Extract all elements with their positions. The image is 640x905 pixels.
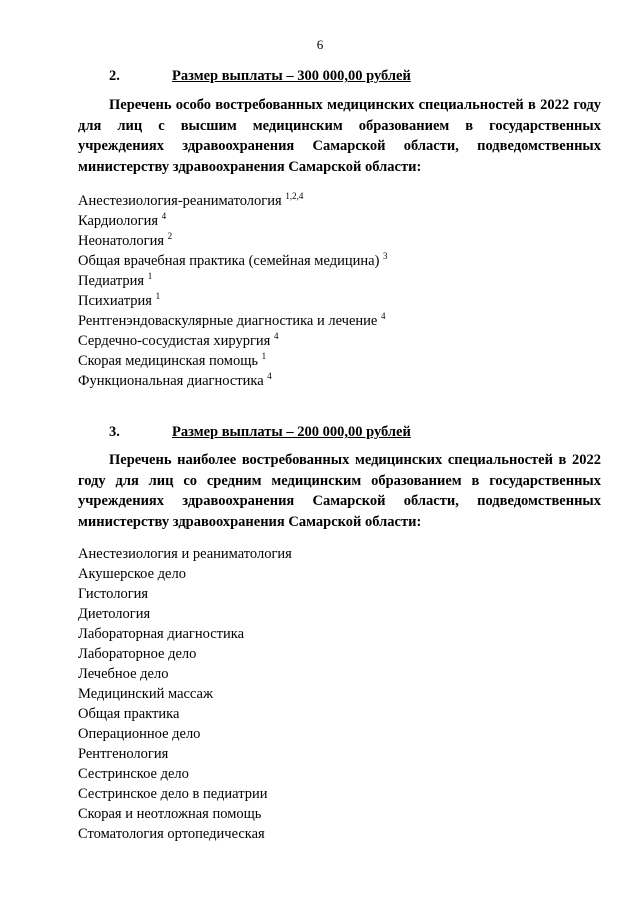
specialty-label: Гистология	[78, 586, 149, 602]
specialty-label: Сестринское дело в педиатрии	[78, 786, 268, 802]
list-item	[78, 584, 292, 604]
list-item	[78, 804, 292, 824]
page-number: 6	[316, 37, 324, 52]
footnote-marker: 1	[155, 291, 161, 301]
specialty-label: Рентгенэндоваскулярные диагностика и лечение	[78, 313, 378, 329]
list-item	[78, 371, 388, 391]
list-item	[78, 351, 388, 371]
list-item	[78, 271, 388, 291]
specialty-list	[78, 191, 388, 391]
list-item	[78, 824, 292, 844]
section-heading	[0, 68, 640, 88]
specialty-label: Медицинский массаж	[78, 686, 214, 702]
footnote-marker: 4	[161, 211, 167, 221]
list-item	[78, 724, 292, 744]
footnote-marker: 2	[167, 231, 173, 241]
specialty-label: Неонатология	[78, 233, 165, 249]
list-item	[78, 764, 292, 784]
list-item	[78, 744, 292, 764]
specialty-label: Операционное дело	[78, 726, 201, 742]
list-item	[78, 291, 388, 311]
list-item	[78, 564, 292, 584]
specialty-label: Функциональная диагностика	[78, 373, 264, 389]
footnote-marker: 4	[380, 311, 386, 321]
list-item	[78, 544, 292, 564]
specialty-label: Общая врачебная практика (семейная медицина)	[78, 253, 380, 269]
list-item	[78, 684, 292, 704]
section-intro: Перечень наиболее востребованных медицинских специальностей в 2022 году для лиц со средним медицинским образованием в государственных учреждениях здравоохранения Самарской области, подведомственных министерству здравоохранения Самарской области:	[78, 452, 601, 530]
list-item	[78, 211, 388, 231]
footnote-marker: 3	[383, 251, 388, 261]
list-item	[78, 784, 292, 804]
list-item	[78, 231, 388, 251]
specialty-label: Сестринское дело	[78, 766, 189, 782]
list-item	[78, 191, 388, 211]
specialty-label: Акушерское дело	[78, 566, 186, 582]
specialty-label: Лабораторное дело	[78, 646, 197, 662]
footnote-marker: 4	[267, 371, 272, 381]
section-intro: Перечень особо востребованных медицинских специальностей в 2022 году для лиц с высшим медицинским образованием в государственных учреждениях здравоохранения Самарской области, подведомственных министерству здравоохранения Самарской области:	[78, 97, 601, 175]
specialty-list	[78, 544, 292, 844]
list-item	[78, 311, 388, 331]
footnote-marker: 1	[147, 271, 153, 281]
specialty-label: Анестезиология-реаниматология	[78, 193, 282, 209]
section-title: Размер выплаты – 300 000,00 рублей	[172, 68, 411, 84]
list-item	[78, 604, 292, 624]
specialty-label: Лечебное дело	[78, 666, 169, 682]
specialty-label: Психиатрия	[78, 293, 152, 309]
footnote-marker: 1,2,4	[285, 191, 304, 201]
list-item	[78, 331, 388, 351]
specialty-label: Анестезиология и реаниматология	[78, 546, 292, 562]
specialty-label: Стоматология ортопедическая	[78, 826, 265, 842]
section-number: 3.	[109, 424, 120, 440]
list-item	[78, 624, 292, 644]
specialty-label: Кардиология	[78, 213, 159, 229]
specialty-label: Рентгенология	[78, 746, 169, 762]
section-number: 2.	[109, 68, 120, 84]
specialty-label: Лабораторная диагностика	[78, 626, 245, 642]
list-item	[78, 664, 292, 684]
section-heading	[0, 424, 640, 444]
section-title: Размер выплаты – 200 000,00 рублей	[172, 424, 411, 440]
specialty-label: Общая практика	[78, 706, 180, 722]
list-item	[78, 704, 292, 724]
specialty-label: Диетология	[78, 606, 151, 622]
specialty-label: Педиатрия	[78, 273, 145, 289]
footnote-marker: 1	[261, 351, 267, 361]
specialty-label: Скорая и неотложная помощь	[78, 806, 262, 822]
list-item	[78, 251, 388, 271]
footnote-marker: 4	[273, 331, 279, 341]
list-item	[78, 644, 292, 664]
specialty-label: Скорая медицинская помощь	[78, 353, 258, 369]
specialty-label: Сердечно-сосудистая хирургия	[78, 333, 271, 349]
